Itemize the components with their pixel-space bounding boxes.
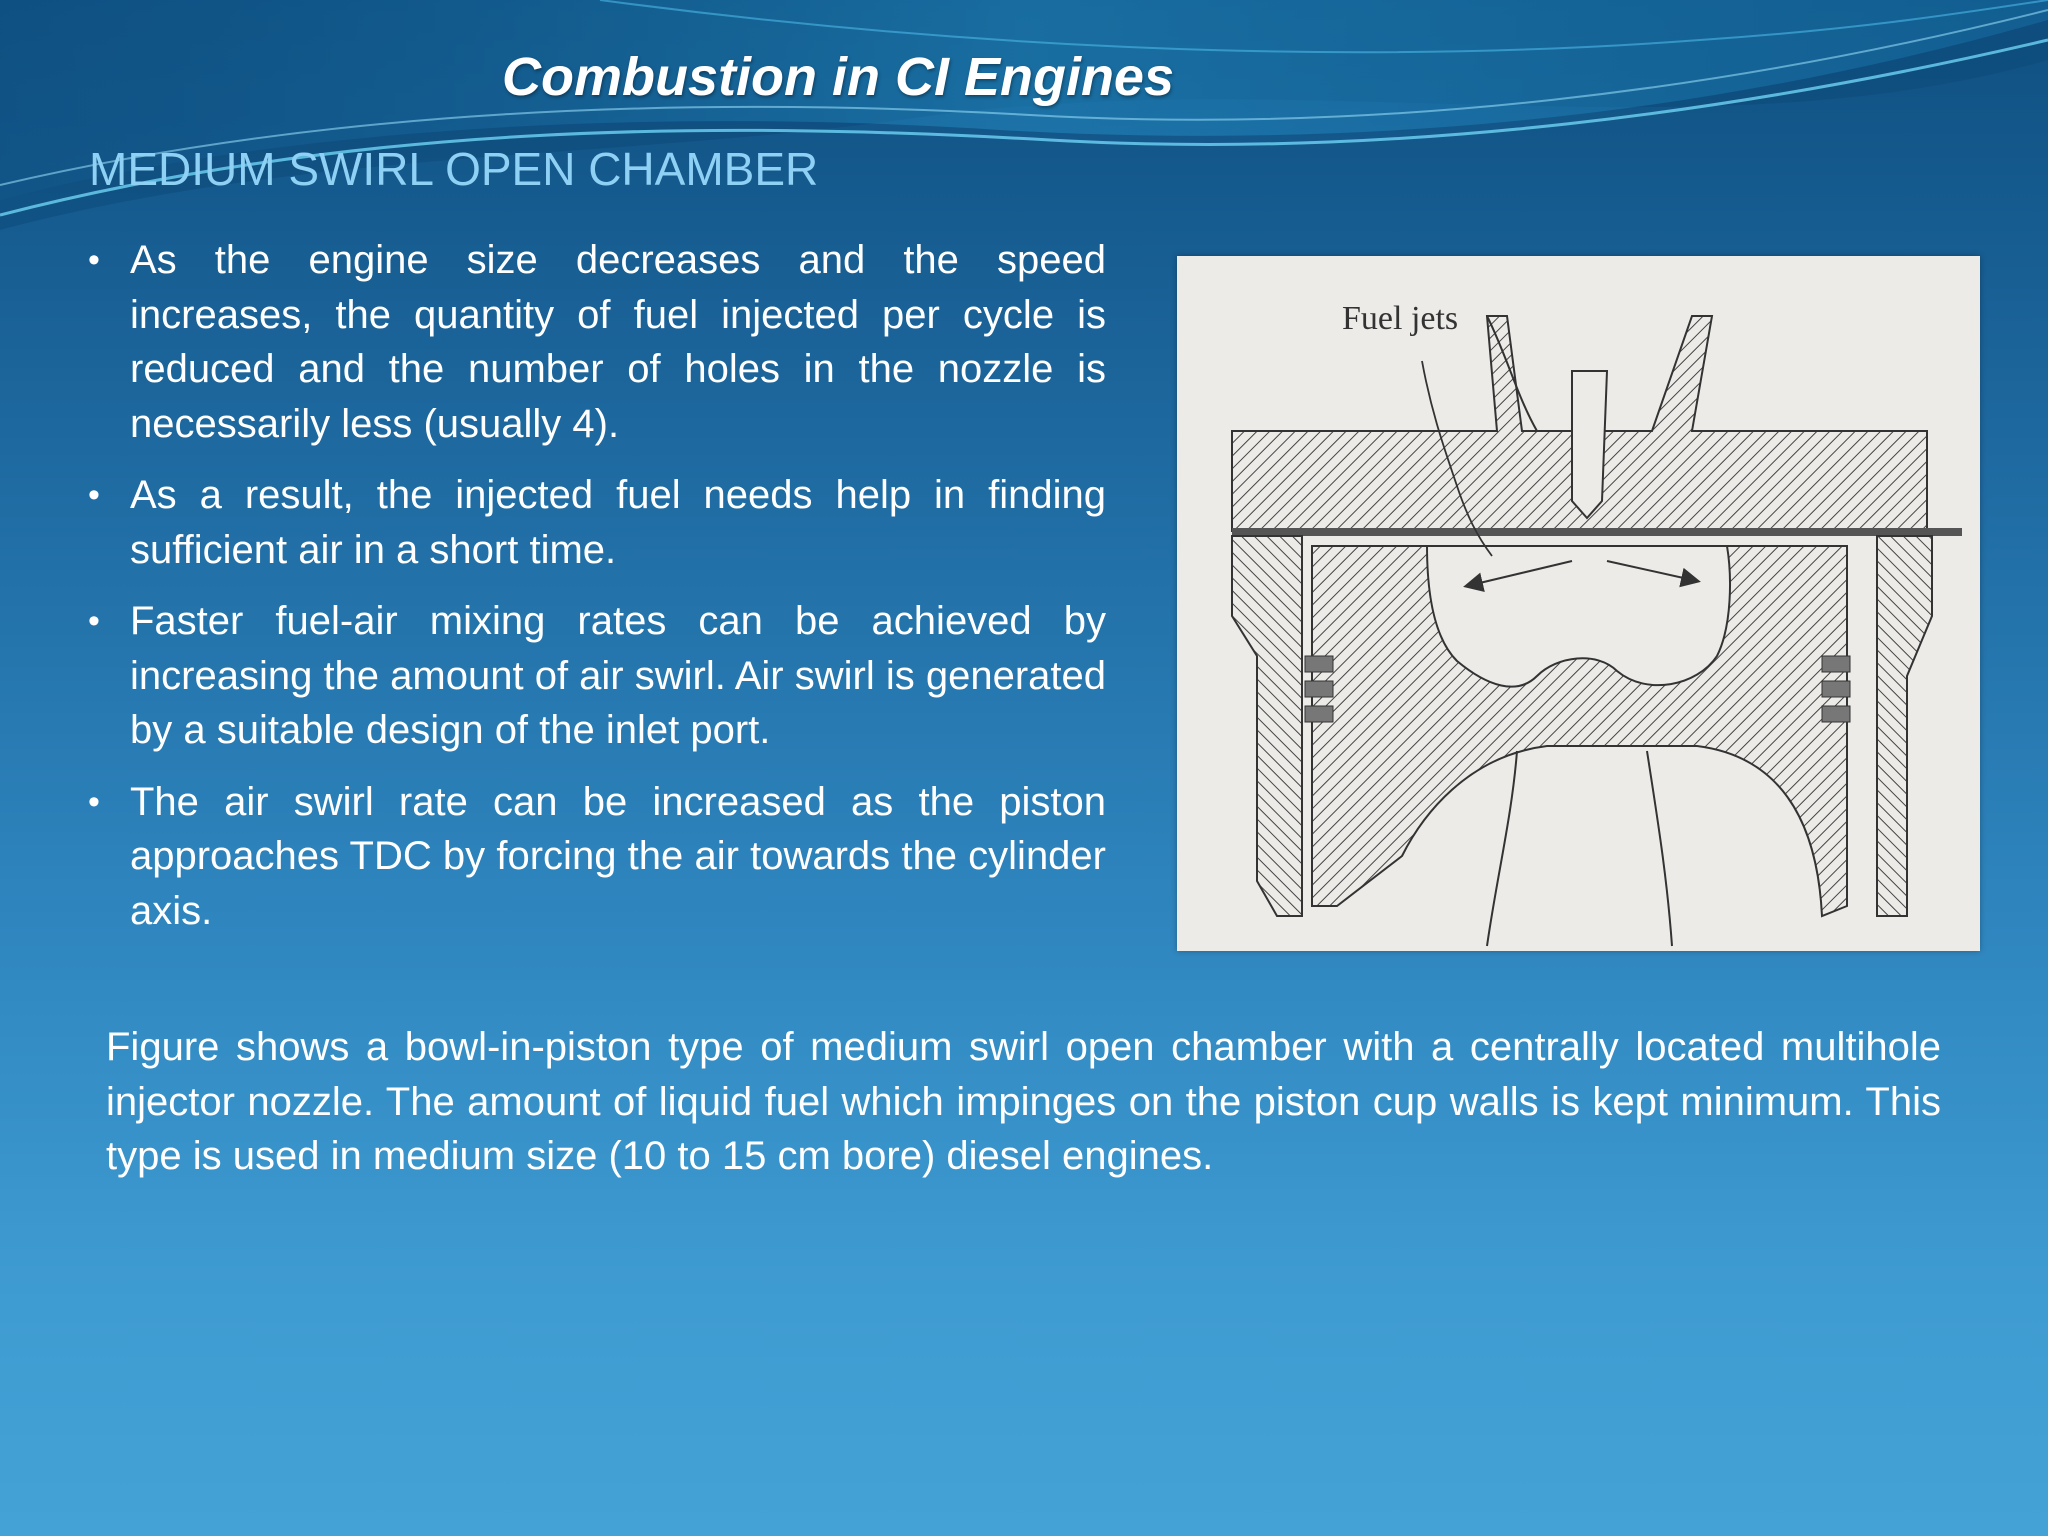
bullet-icon: • [88, 602, 100, 640]
cylinder-wall-left [1232, 536, 1302, 916]
bullet-item [86, 594, 1106, 758]
bullet-icon: • [88, 241, 100, 279]
slide-title: Combustion in CI Engines [502, 47, 1174, 107]
bullet-item [86, 233, 1106, 451]
combustion-chamber-figure [1177, 256, 1980, 951]
bullet-text: The air swirl rate can be increased as the piston approaches TDC by forcing the air towards the cylinder axis. [130, 779, 1106, 933]
piston-ring [1305, 706, 1333, 722]
piston-ring [1305, 656, 1333, 672]
piston-ring [1822, 656, 1850, 672]
head-gasket [1232, 528, 1962, 536]
injector-nozzle [1572, 371, 1607, 518]
bullet-item [86, 775, 1106, 939]
cylinder-wall-right [1877, 536, 1932, 916]
piston-ring [1305, 681, 1333, 697]
piston-diagram [1177, 256, 1980, 951]
section-subtitle: MEDIUM SWIRL OPEN CHAMBER [89, 143, 819, 195]
piston-ring [1822, 706, 1850, 722]
bullet-text: Faster fuel-air mixing rates can be achieved by increasing the amount of air swirl. Air swirl is generated by a suitable design of the inlet port. [130, 599, 1106, 752]
figure-caption: Figure shows a bowl-in-piston type of medium swirl open chamber with a centrally located multihole injector nozzle. The amount of liquid fuel which impinges on the piston cup walls is kept minimum. This type is used in medium size (10 to 15 cm bore) diesel engines. [106, 1025, 1941, 1178]
bullet-item [86, 468, 1106, 577]
bullet-text: As the engine size decreases and the speed increases, the quantity of fuel injected per cycle is reduced and the number of holes in the nozzle is necessarily less (usually 4). [130, 238, 1106, 446]
piston-ring [1822, 681, 1850, 697]
fuel-jets-label: Fuel jets [1342, 300, 1459, 337]
bullet-icon: • [88, 782, 100, 821]
bullet-list [86, 233, 1106, 955]
bullet-icon: • [88, 476, 100, 514]
bullet-text: As a result, the injected fuel needs help in finding sufficient air in a short time. [130, 473, 1106, 572]
header-wave-decoration [0, 0, 2048, 260]
